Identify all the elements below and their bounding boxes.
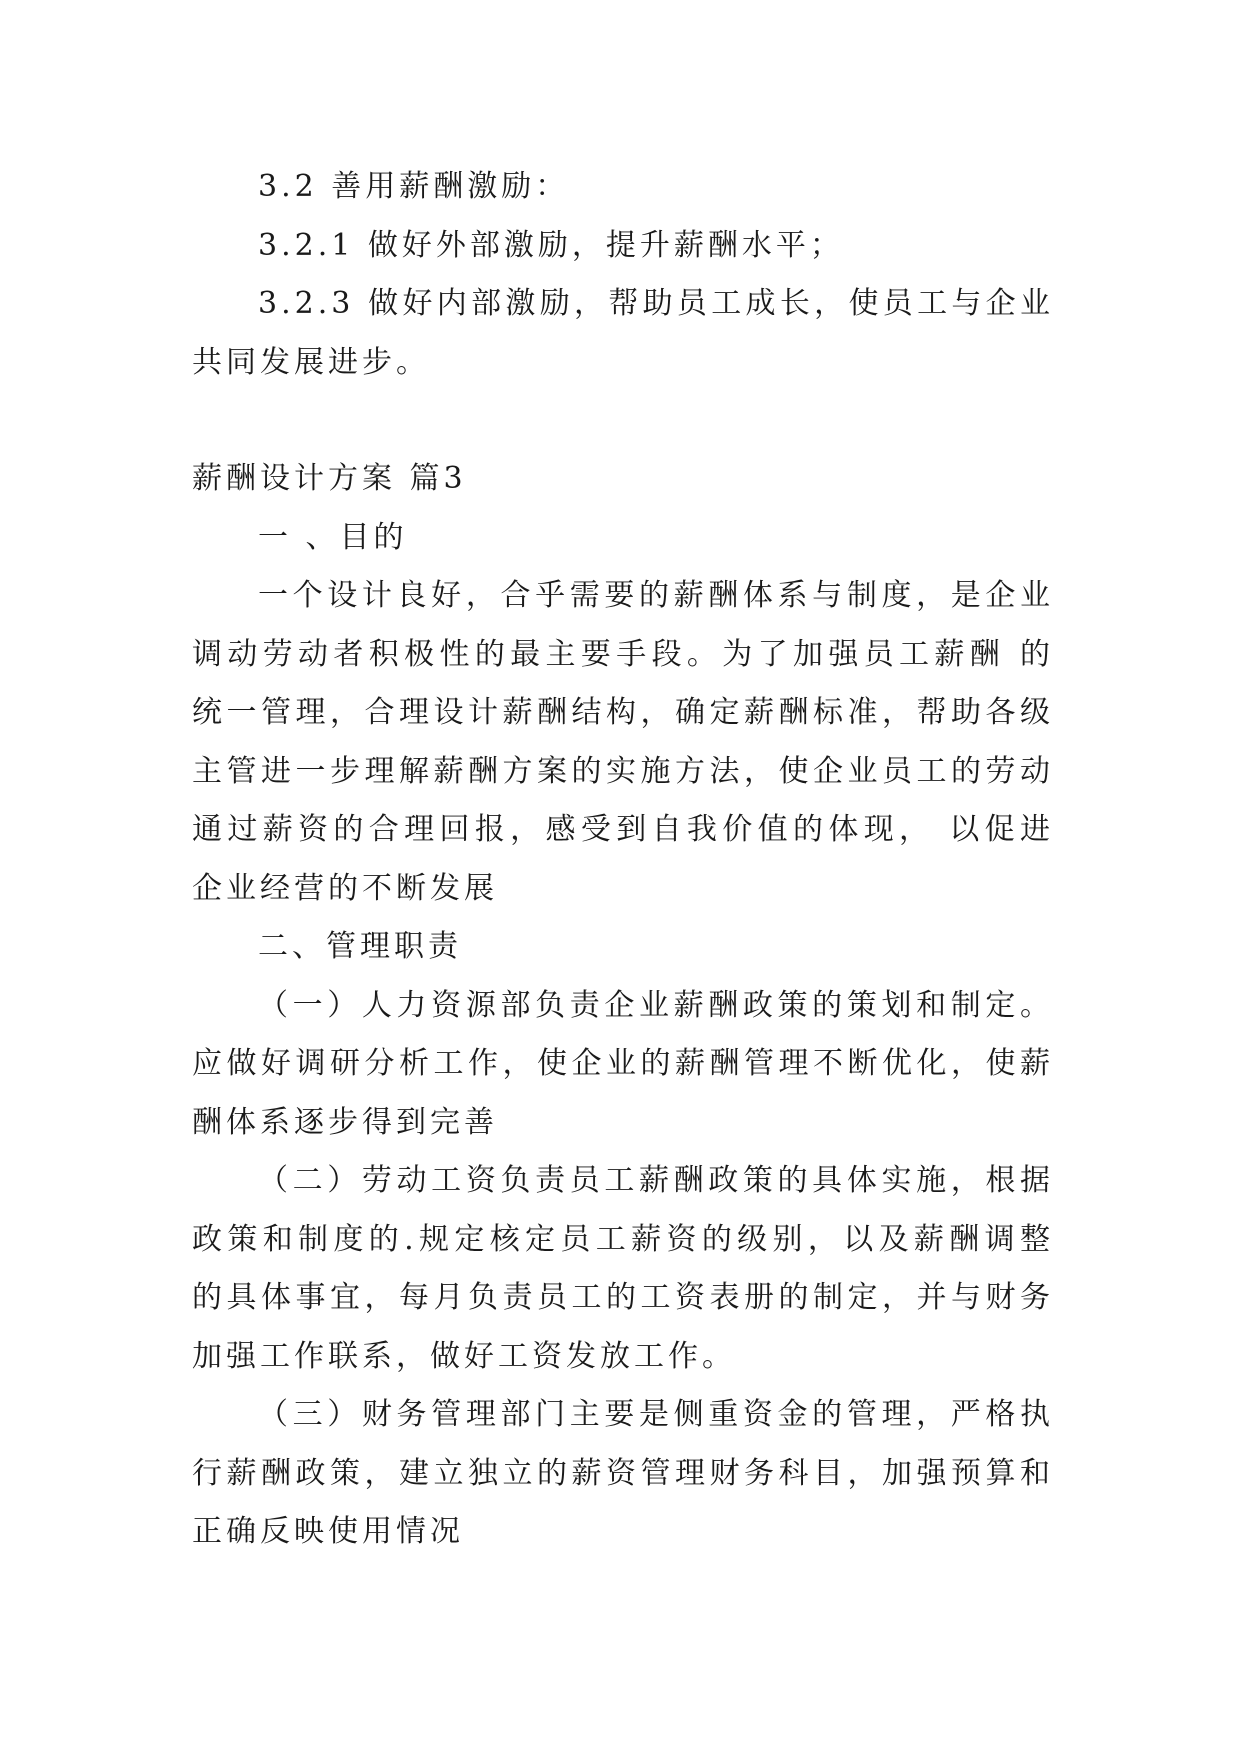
heading-responsibilities: 二、管理职责: [258, 929, 462, 964]
section-title: 薪酬设计方案 篇3: [192, 461, 467, 496]
paragraph-3-2-3: 3.2.3 做好内部激励，帮助员工成长，使员工与企业共同发展进步。: [192, 286, 1054, 380]
paragraph-3-2: 3.2 善用薪酬激励：: [258, 169, 570, 204]
document-body: [192, 158, 1054, 1562]
section-spacer: [192, 392, 1054, 450]
paragraph-labor-wages: （二）劳动工资负责员工薪酬政策的具体实施，根据政策和制度的.规定核定员工薪资的级别，以及薪酬调整的具体事宜，每月负责员工的工资表册的制定，并与财务加强工作联系，做好工资发放工作。: [192, 1163, 1054, 1374]
heading-purpose: 一 、目的: [258, 519, 408, 555]
paragraph-purpose: 一个设计良好，合乎需要的薪酬体系与制度，是企业调动劳动者积极性的最主要手段。为了加强员工薪酬 的统一管理，合理设计薪酬结构，确定薪酬标准，帮助各级主管进一步理解薪酬方案的实施方法，使企业员工的劳动通过薪资的合理回报，感受到自我价值的体现， 以促进企业经营的不断发展: [192, 578, 1054, 906]
paragraph-3-2-1: 3.2.1 做好外部激励，提升薪酬水平；: [258, 227, 844, 263]
paragraph-finance-department: （三）财务管理部门主要是侧重资金的管理，严格执行薪酬政策，建立独立的薪资管理财务科目，加强预算和正确反映使用情况: [192, 1397, 1054, 1549]
paragraph-hr-department: （一）人力资源部负责企业薪酬政策的策划和制定。应做好调研分析工作，使企业的薪酬管理不断优化，使薪酬体系逐步得到完善: [192, 987, 1054, 1140]
